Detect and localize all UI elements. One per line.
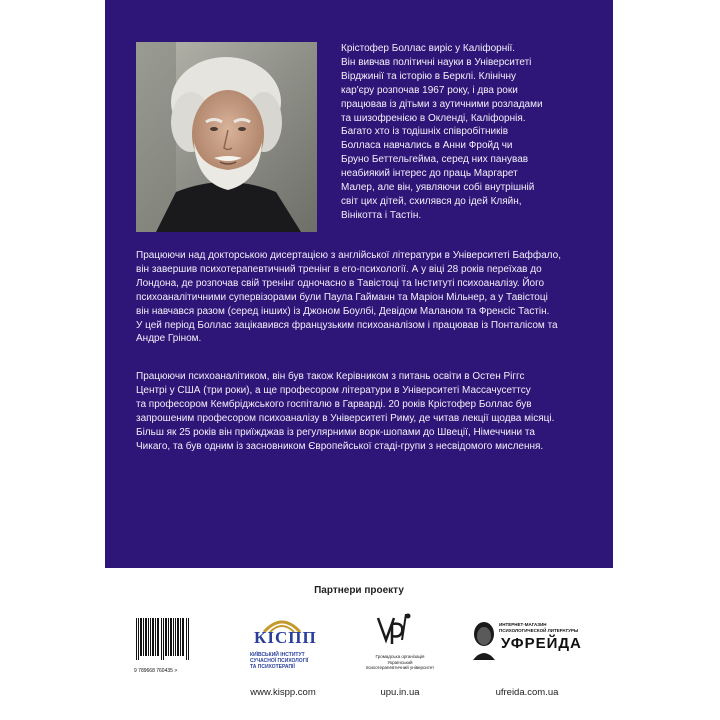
partner-logo-upu	[358, 610, 442, 682]
freud-portrait-icon	[467, 620, 501, 660]
author-photo-image	[136, 42, 317, 232]
partner-logo-kispp	[238, 610, 328, 682]
kispp-logo-text: КІСПП	[254, 628, 317, 647]
kispp-subtitle: КИЇВСЬКИЙ ІНСТИТУТ СУЧАСНОЇ ПСИХОЛОГІЇ ТА ПСИХОТЕРАПІЇ	[250, 652, 309, 670]
author-photo	[136, 42, 317, 232]
partner-url-kispp[interactable]: www.kispp.com	[250, 687, 316, 698]
barcode-icon	[134, 618, 191, 662]
back-cover	[105, 0, 613, 720]
bio-paragraph-2: Працюючи над докторською дисертацією з англійської літератури в Університеті Баффало, він завершив психотерапевтичний тренінг в его-психології. А у віці 28 років переїхав до Лондона, де розпочав свій тренінг одночасно в Тавістоці та Інституті психоаналізу. Його психоаналітичними супервізорами були Паула Гайманн та Маріон Мільнер, а у Тавістоці він навчався разом (серед інших) із Джоном Боулбі, Девідом Маланом та Френсіс Тастін. У цей період Боллас зацікавився французьким психоаналізом і працював із Понталісом та Андре Гріном.	[136, 250, 561, 345]
partner-url-upu[interactable]: upu.in.ua	[380, 687, 420, 698]
bio-intro-text: Крістофер Боллас виріс у Каліфорнії. Він вивчав політичні науки в Університеті Вірджинії та історію в Берклі. Клінічну кар'єру розпочав 1967 року, і два роки працював із дітьми з аутичними розладами та шизофренією в Окленді, Каліфорнія. Багато хто із тодішніх співробітників Болласа навчались в Анни Фройд чи Бруно Беттельгейма, серед них панував неабиякий інтерес до праць Маргарет Малер, але він, уявляючи собі внутрішній світ цих дітей, схилявся до ідей Кляйн, Вінікотта і Тастін.	[341, 43, 543, 221]
ufreida-subtitle: ИНТЕРНЕТ-МАГАЗИН ПСИХОЛОГИЧЕСКОЙ ЛИТЕРАТУРЫ	[499, 622, 579, 633]
partners-title: Партнери проекту	[314, 585, 404, 596]
barcode-digits: 9 789668 760435 >	[134, 668, 178, 674]
ufreida-logo-text: УФРЕЙДА	[501, 635, 582, 652]
partner-logo-ufreida	[467, 620, 587, 664]
upu-emblem-icon	[372, 610, 416, 650]
isbn-barcode	[134, 618, 191, 674]
upu-subtitle: Громадська організація Український психотерапевтичний університет	[365, 654, 435, 670]
purple-panel	[105, 0, 613, 568]
bio-paragraph-3: Працюючи психоаналітиком, він був також Керівником з питань освіти в Остен Ріггс Центрі у США (три роки), а ще професором літератури в Університеті Массачусеттсу та професором Кембріджського госпіталю в Гарварді. 20 років Крістофер Боллас був запрошеним професором психоаналізу в Університеті Риму, де читав лекції щодва місяці. Більш як 25 років він приїжджав із регулярними ворк-шопами до Швеції, Німеччини та Чикаго, та був одним із засновником Європейської стаді-групи з несвідомого мислення.	[136, 371, 555, 452]
partner-url-ufreida[interactable]: ufreida.com.ua	[495, 687, 559, 698]
